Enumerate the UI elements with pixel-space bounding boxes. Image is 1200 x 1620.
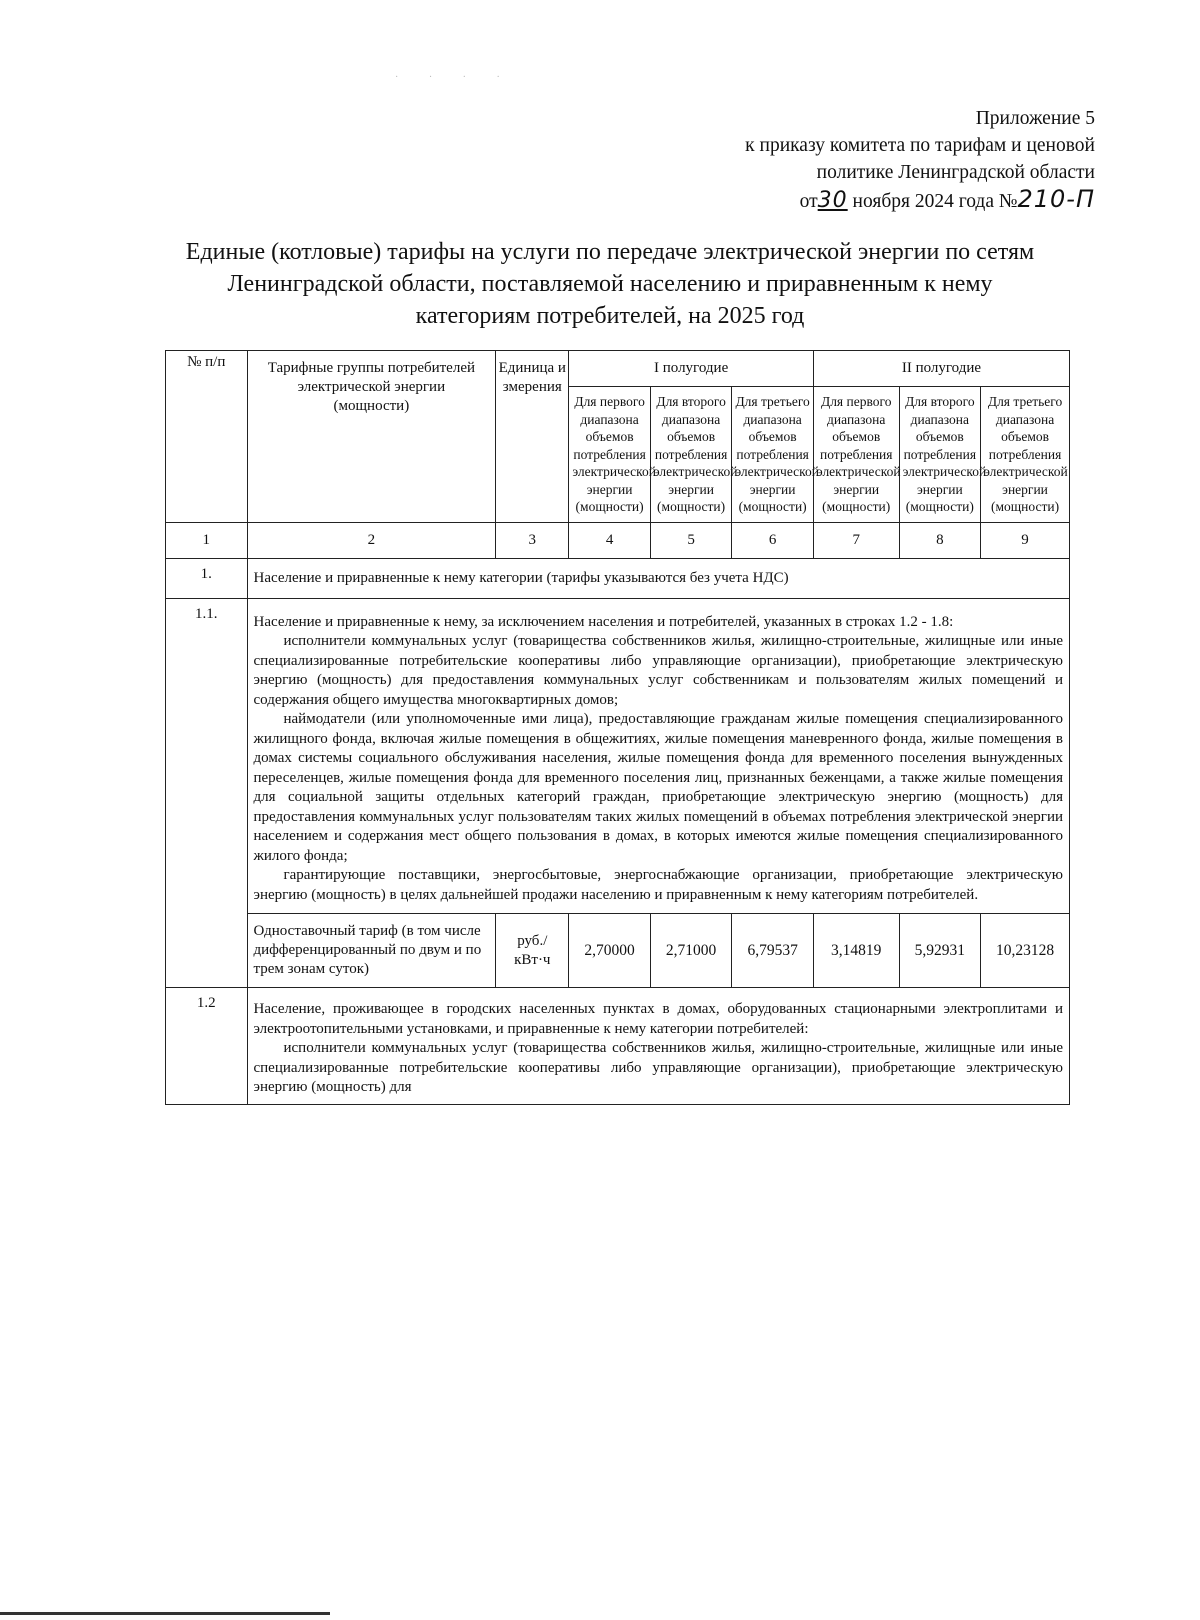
scan-artifact: · · · · [395, 72, 514, 83]
order-line-1: к приказу комитета по тарифам и ценовой [745, 135, 1095, 156]
document-title [100, 236, 1120, 332]
sub-header-h1-range3: Для третьего диапазона объемов потребления электрической энергии (мощности) [732, 387, 814, 523]
col-unit-header: Единица измерения [496, 351, 569, 523]
section-1-1-text [247, 598, 1070, 914]
sub-header-h2-range3: Для третьего диапазона объемов потребления электрической энергии (мощности) [981, 387, 1070, 523]
half2-header: II полугодие [813, 351, 1069, 387]
title-line-3: категориям потребителей, на 2025 год [415, 303, 805, 329]
section-1-text: Население и приравненные к нему категории (тарифы указываются без учета НДС) [247, 558, 1070, 598]
section-1-1-row [166, 598, 1070, 914]
section-1-2-num: 1.2 [166, 988, 248, 1105]
order-prefix: от [799, 191, 818, 212]
half1-header: I полугодие [569, 351, 814, 387]
col-number-6: 6 [732, 522, 814, 558]
header-row-1 [166, 351, 1070, 387]
tariff-value-h1-range3: 6,79537 [732, 914, 814, 988]
tariff-row-1-1 [166, 914, 1070, 988]
tariff-value-h2-range2: 5,92931 [899, 914, 981, 988]
order-date-line [635, 186, 1095, 215]
col-num-header: № п/п [166, 351, 248, 523]
sub-header-h2-range1: Для первого диапазона объемов потребления электрической энергии (мощности) [813, 387, 899, 523]
scan-edge-line [0, 1612, 330, 1615]
tariff-value-h2-range1: 3,14819 [813, 914, 899, 988]
col-number-7: 7 [813, 522, 899, 558]
col-groups-header: Тарифные группы потребителей электрической энергии (мощности) [247, 351, 496, 523]
sub-header-h1-range2: Для второго диапазона объемов потребления электрической энергии (мощности) [650, 387, 732, 523]
section-1-1-num: 1.1. [166, 598, 248, 988]
column-number-row [166, 522, 1070, 558]
section-1-num: 1. [166, 558, 248, 598]
col-number-5: 5 [650, 522, 732, 558]
col-number-9: 9 [981, 522, 1070, 558]
appendix-title: Приложение 5 [975, 108, 1095, 129]
section-1-2-row [166, 988, 1070, 1105]
section-1-1-p4: гарантирующие поставщики, энергосбытовые, энергоснабжающие организации, приобретающие электрическую энергию (мощность) в целях дальнейшей продажи населению и приравненным к нему категориям потребителей. [253, 867, 1063, 903]
col-number-1: 1 [166, 522, 248, 558]
col-number-4: 4 [569, 522, 651, 558]
section-1-1-p1: Население и приравненные к нему, за исключением населения и потребителей, указанных в строках 1.2 - 1.8: [253, 613, 954, 630]
appendix-header [635, 105, 1095, 215]
tariff-name: Одноставочный тариф (в том числе дифференцированный по двум и по трем зонам суток) [247, 914, 496, 988]
order-middle: ноября 2024 года № [847, 191, 1018, 212]
section-1-row [166, 558, 1070, 598]
section-1-1-p2: исполнители коммунальных услуг (товарищества собственников жилья, жилищно-строительные, жилищные или иные специализированные потребительские кооперативы либо управляющие организации), приобретающие электрическую энергию (мощность) для предоставления коммунальных услуг собственникам и пользователям жилых помещений и содержания общего имущества многоквартирных домов; [253, 633, 1063, 708]
sub-header-h2-range2: Для второго диапазона объемов потребления электрической энергии (мощности) [899, 387, 981, 523]
tariff-table [165, 350, 1070, 1105]
order-line-2: политике Ленинградской области [816, 162, 1095, 183]
col-number-2: 2 [247, 522, 496, 558]
tariff-value-h1-range1: 2,70000 [569, 914, 651, 988]
order-number-handwritten: 210-П [1017, 185, 1095, 213]
tariff-value-h1-range2: 2,71000 [650, 914, 732, 988]
col-number-3: 3 [496, 522, 569, 558]
section-1-2-p2: исполнители коммунальных услуг (товарищества собственников жилья, жилищно-строительные, жилищные или иные специализированные потребительские кооперативы либо управляющие организации), приобретающие электрическую энергию (мощность) для [253, 1040, 1063, 1095]
section-1-2-p1: Население, проживающее в городских населенных пунктах в домах, оборудованных стационарными электроплитами и электроотопительными установками, и приравненные к нему категории потребителей: [253, 1001, 1063, 1037]
tariff-unit: руб./ кВт·ч [496, 914, 569, 988]
section-1-2-text [247, 988, 1070, 1105]
order-day-handwritten: 30 [817, 188, 848, 213]
sub-header-h1-range1: Для первого диапазона объемов потребления электрической энергии (мощности) [569, 387, 651, 523]
title-line-1: Единые (котловые) тарифы на услуги по передаче электрической энергии по сетям [185, 239, 1035, 265]
col-number-8: 8 [899, 522, 981, 558]
title-line-2: Ленинградской области, поставляемой населению и приравненным к нему [227, 271, 993, 297]
section-1-1-p3: наймодатели (или уполномоченные ими лица), предоставляющие гражданам жилые помещения специализированного жилищного фонда, включая жилые помещения в общежитиях, жилые помещения маневренного фонда, жилые помещения в домах системы социального обслуживания населения, жилые помещения фонда для временного поселения вынужденных переселенцев, жилые помещения фонда для временного поселения лиц, признанных беженцами, а также жилые помещения для социальной защиты отдельных категорий граждан, приобретающие электрическую энергию (мощность) для предоставления коммунальных услуг пользователям таких жилых помещений в объемах потребления электрической энергии населением и содержания мест общего пользования в домах, в которых имеются жилые помещения специализированного жилого фонда; [253, 711, 1063, 864]
tariff-value-h2-range3: 10,23128 [981, 914, 1070, 988]
